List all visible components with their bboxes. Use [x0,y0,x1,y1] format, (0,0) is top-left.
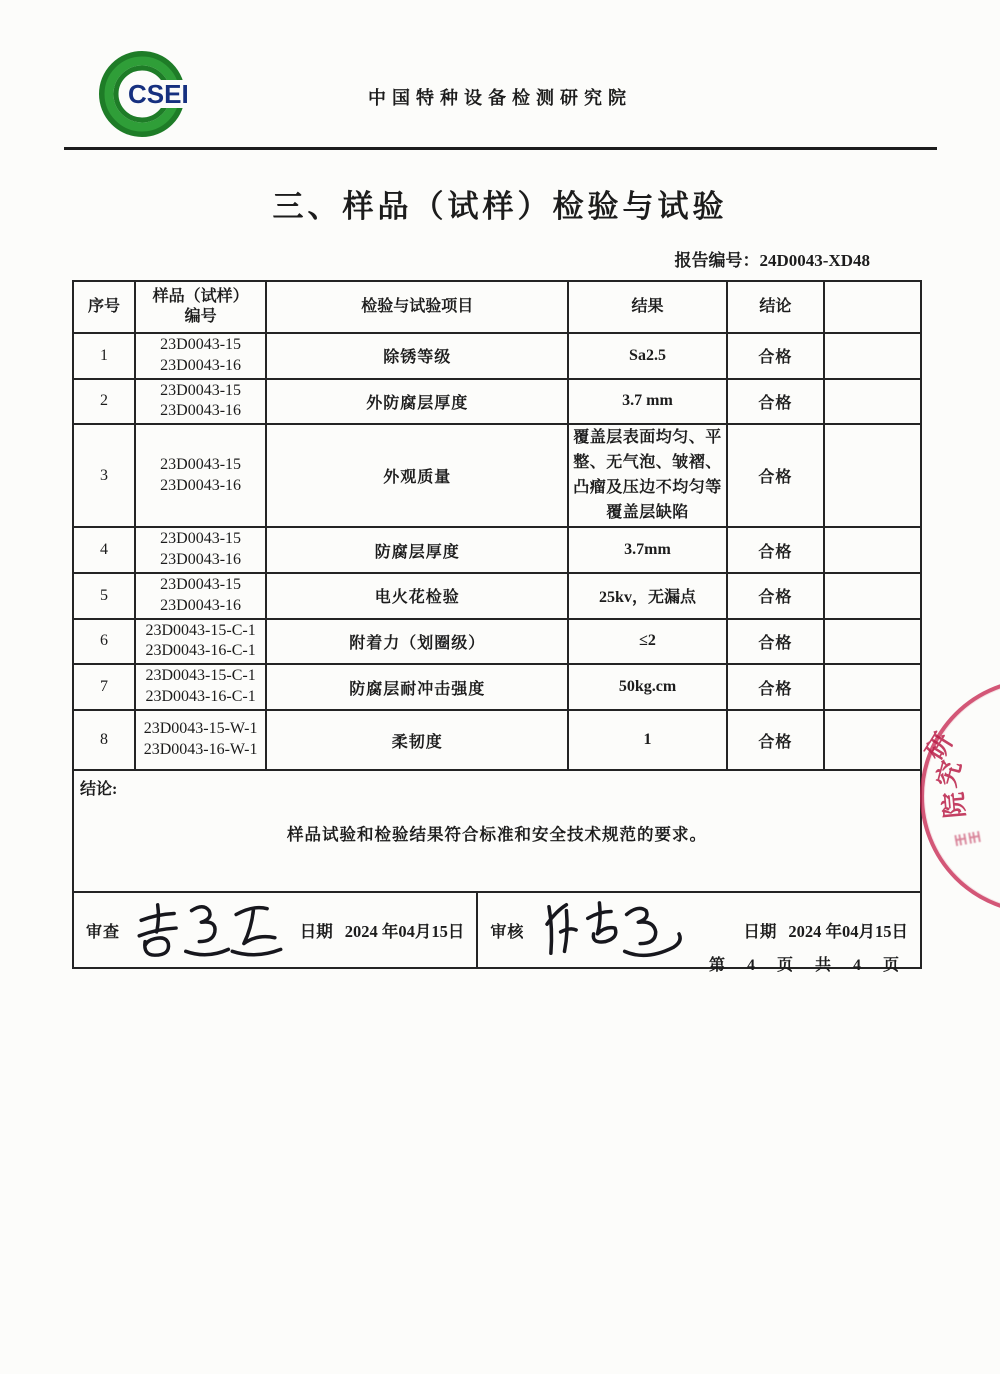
row-no: 1 [73,333,135,379]
row-conclusion: 合格 [727,619,824,665]
row-item: 外观质量 [266,424,568,527]
row-no: 4 [73,527,135,573]
row-result: 覆盖层表面均匀、平整、无气泡、皱褶、凸瘤及压边不均匀等覆盖层缺陷 [568,424,727,527]
stamp-small-glyphs [954,830,982,846]
row-item: 除锈等级 [266,333,568,379]
row-sample [135,379,266,425]
report-number-line [72,246,922,271]
row-no: 5 [73,573,135,619]
sample-id-1: 23D0043-15 [160,336,242,353]
conclusion-label: 结论: [80,781,118,799]
col-header-sample-line1: 样品（试样） [152,288,249,305]
report-number-label: 报告编号： [674,251,760,270]
row-blank [824,664,921,710]
row-conclusion: 合格 [727,664,824,710]
page-number: 第 4 页 共 4 页 [708,957,908,974]
inspection-table [72,280,922,771]
table-header-row [73,281,921,333]
row-result: 3.7 mm [568,379,727,425]
table-row [73,573,921,619]
official-stamp [920,678,1000,914]
stamp-char: 究 [932,757,967,791]
stamp-char: 院 [938,790,971,820]
audit-date [743,918,912,942]
row-conclusion: 合格 [727,527,824,573]
sample-id-2: 23D0043-16 [160,596,242,614]
row-blank [824,619,921,665]
row-conclusion: 合格 [727,710,824,770]
conclusion-text: 样品试验和检验结果符合标准和安全技术规范的要求。 [287,825,707,845]
row-sample [135,573,266,619]
audit-date-label: 日期 [743,922,777,942]
review-date [300,918,469,942]
row-item: 防腐层耐冲击强度 [266,664,568,710]
row-conclusion: 合格 [727,333,824,379]
row-item: 附着力（划圈级） [266,619,568,665]
row-item: 柔韧度 [266,710,568,770]
page-title: 三、样品（试样）检验与试验 [272,189,728,224]
row-sample [135,664,266,710]
sample-id-1: 23D0043-15-C-1 [145,667,256,685]
row-result: ≤2 [568,619,727,665]
review-date-value: 2024 年04月15日 [344,922,465,942]
col-header-sample [135,281,266,333]
audit-date-value: 2024 年04月15日 [788,922,908,942]
row-blank [824,424,921,527]
logo-text: CSEI [128,79,189,109]
row-item: 电火花检验 [266,573,568,619]
row-blank [824,527,921,573]
row-item: 外防腐层厚度 [266,379,568,425]
col-header-sample-line2: 编号 [184,308,217,325]
sample-id-2: 23D0043-16-W-1 [143,741,258,759]
row-no: 8 [73,710,135,770]
row-blank [824,333,921,379]
row-sample [135,619,266,665]
sample-id-1: 23D0043-15-C-1 [145,621,256,639]
table-row [73,619,921,665]
audit-label: 审核 [490,923,525,941]
organization-name: 中国特种设备检测研究院 [368,88,632,108]
row-no: 6 [73,619,135,665]
row-no: 3 [73,424,135,527]
stamp-char: 研 [920,728,959,766]
row-result: 25kv，无漏点 [568,573,727,619]
inspection-table-block [72,280,922,969]
sample-id-1: 23D0043-15 [160,530,242,548]
col-header-item: 检验与试验项目 [266,281,568,333]
col-header-no: 序号 [73,281,135,333]
row-sample [135,333,266,379]
sample-id-1: 23D0043-15-W-1 [143,720,258,738]
table-row [73,527,921,573]
table-row [73,379,921,425]
row-conclusion: 合格 [727,424,824,527]
row-result: 1 [568,710,727,770]
row-no: 7 [73,664,135,710]
row-conclusion: 合格 [727,573,824,619]
col-header-conclusion: 结论 [727,281,824,333]
sample-id-1: 23D0043-15 [160,575,242,593]
col-header-blank [824,281,921,333]
col-header-result: 结果 [568,281,727,333]
sample-id-2: 23D0043-16 [160,476,242,494]
row-result: 50kg.cm [568,664,727,710]
sample-id-2: 23D0043-16-C-1 [145,688,256,706]
table-row [73,664,921,710]
table-row [73,424,921,527]
row-item: 防腐层厚度 [266,527,568,573]
sample-id-1: 23D0043-15 [160,455,242,473]
row-blank [824,573,921,619]
row-sample [135,710,266,770]
table-row [73,333,921,379]
sample-id-2: 23D0043-16 [160,402,242,420]
sample-id-2: 23D0043-16 [160,551,242,569]
row-sample [135,527,266,573]
review-date-label: 日期 [299,922,333,942]
conclusion-section [72,771,922,893]
row-result: Sa2.5 [568,333,727,379]
sample-id-1: 23D0043-15 [160,381,242,399]
sample-id-2: 23D0043-16-C-1 [145,642,256,660]
review-label: 审查 [86,923,121,941]
table-row [73,710,921,770]
row-blank [824,379,921,425]
row-sample [135,424,266,527]
sample-id-2: 23D0043-16 [160,356,242,374]
header-divider [64,147,937,150]
row-no: 2 [73,379,135,425]
row-blank [824,710,921,770]
report-number-value: 24D0043-XD48 [759,251,870,270]
row-conclusion: 合格 [727,379,824,425]
row-result: 3.7mm [568,527,727,573]
